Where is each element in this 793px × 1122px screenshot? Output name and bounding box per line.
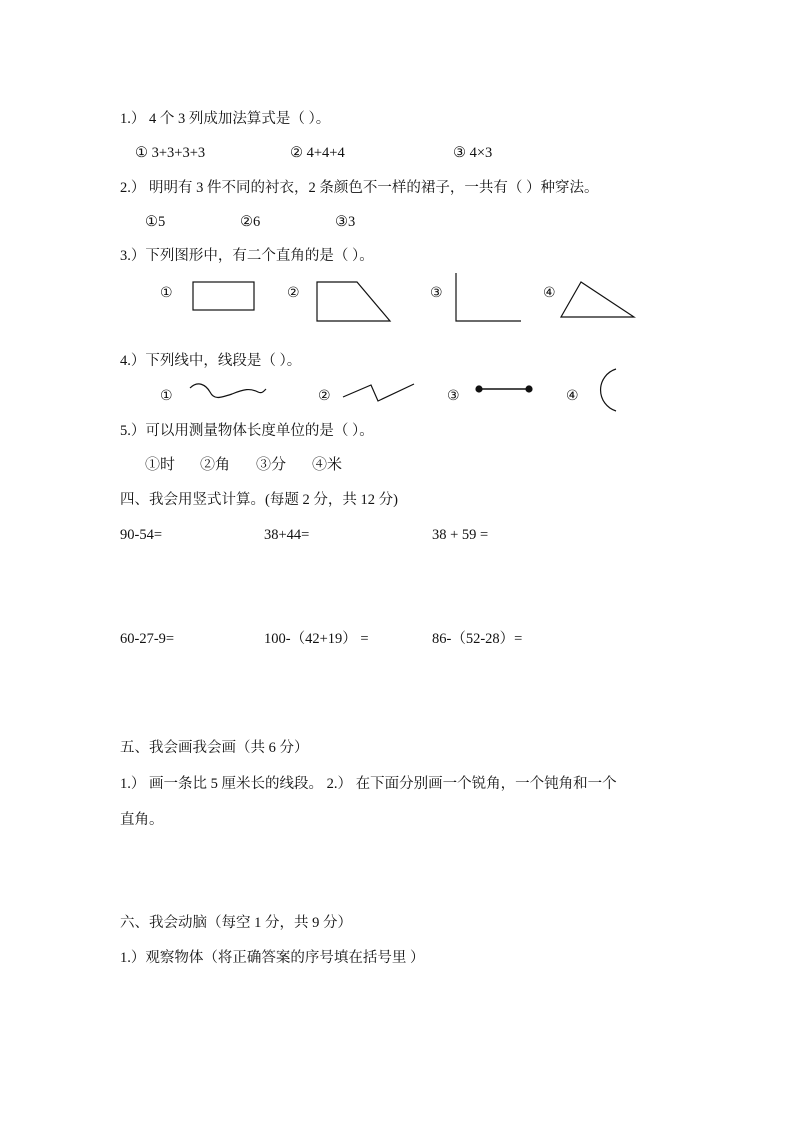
q2-option-3: ③3: [335, 214, 356, 230]
q3-marker-2: ②: [287, 285, 300, 301]
q5-stem: 5.）可以用测量物体长度单位的是（ ）。: [120, 423, 374, 439]
section6-q1: 1.）观察物体（将正确答案的序号填在括号里 ）: [120, 950, 425, 966]
trapezoid-shape: [317, 282, 390, 321]
calc-6: 86-（52-28）=: [432, 631, 523, 647]
q1-stem: 1.） 4 个 3 列成加法算式是（ ）。: [120, 111, 331, 127]
calc-5: 100-（42+19） =: [264, 631, 369, 647]
q4-marker-4: ④: [566, 388, 579, 404]
curve-line: [190, 384, 266, 398]
q5-option-3: ③分: [256, 457, 287, 473]
q3-marker-4: ④: [543, 285, 556, 301]
q5-option-4: ④米: [312, 457, 343, 473]
q5-option-1: ①时: [145, 457, 176, 473]
q1-option-1: ① 3+3+3+3: [135, 145, 206, 161]
q3-marker-1: ①: [160, 285, 173, 301]
arc-line: [601, 369, 616, 411]
q1-option-3: ③ 4×3: [453, 145, 493, 161]
calc-2: 38+44=: [264, 527, 310, 543]
right-angle-shape: [456, 273, 521, 321]
q4-stem: 4.）下列线中，线段是（ ）。: [120, 353, 302, 369]
calc-4: 60-27-9=: [120, 631, 175, 647]
q1-option-2: ② 4+4+4: [290, 145, 345, 161]
segment-endpoint-left: [475, 385, 482, 392]
q4-marker-2: ②: [318, 388, 331, 404]
q3-marker-3: ③: [430, 285, 443, 301]
section5-line1: 1.） 画一条比 5 厘米长的线段。 2.） 在下面分别画一个锐角，一个钝角和一个: [120, 776, 617, 792]
q4-marker-1: ①: [160, 388, 173, 404]
segment-endpoint-right: [525, 385, 532, 392]
q3-stem: 3.）下列图形中，有二个直角的是（ ）。: [120, 248, 374, 264]
q2-option-2: ②6: [240, 214, 261, 230]
section6-title: 六、我会动脑（每空 1 分，共 9 分）: [120, 915, 352, 931]
rectangle-shape: [193, 282, 254, 310]
section5-line2: 直角。: [120, 812, 164, 828]
q2-stem: 2.） 明明有 3 件不同的衬衣，2 条颜色不一样的裙子，一共有（ ）种穿法。: [120, 180, 599, 196]
section4-title: 四、我会用竖式计算。(每题 2 分，共 12 分): [120, 492, 398, 508]
calc-1: 90-54=: [120, 527, 163, 543]
q2-option-1: ①5: [145, 214, 166, 230]
q4-marker-3: ③: [447, 388, 460, 404]
q5-option-2: ②角: [200, 457, 231, 473]
calc-3: 38 + 59 =: [432, 527, 489, 543]
triangle-shape: [561, 282, 634, 317]
broken-line: [343, 384, 414, 401]
section5-title: 五、我会画我会画（共 6 分）: [120, 740, 309, 756]
